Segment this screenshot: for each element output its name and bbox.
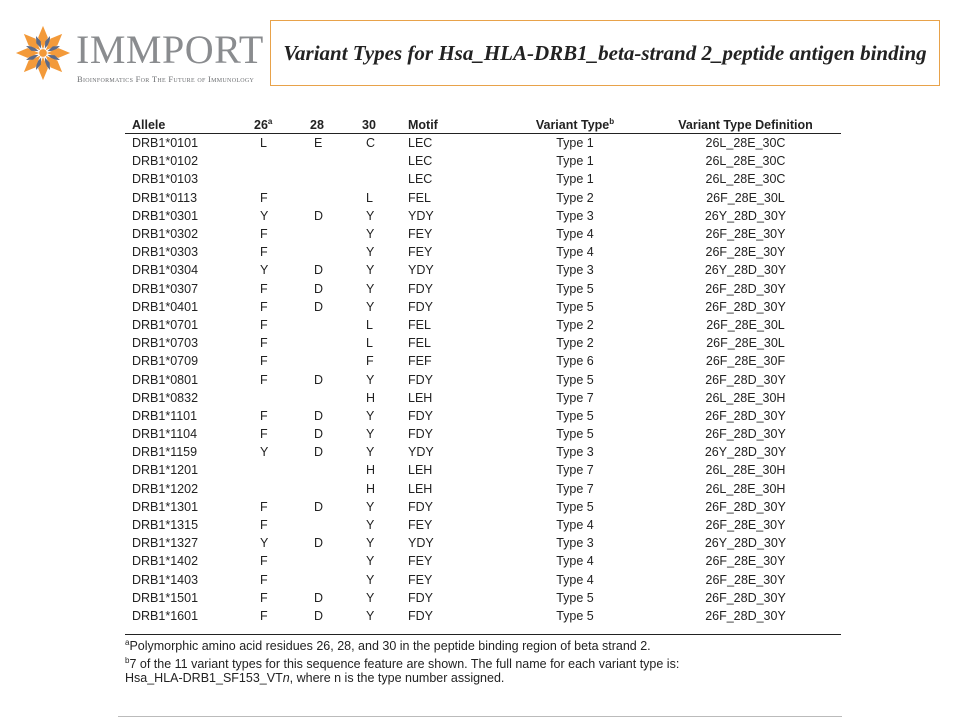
cell-variant-type: Type 2 — [556, 336, 594, 351]
table-row — [125, 134, 841, 153]
cell-definition: 26Y_28D_30Y — [704, 445, 787, 460]
cell-definition: 26F_28E_30Y — [705, 245, 786, 260]
cell-motif: LEC — [408, 154, 433, 169]
table-row — [125, 443, 841, 461]
cell-pos26: F — [260, 572, 268, 587]
table-row — [125, 334, 841, 352]
cell-allele: DRB1*1402 — [132, 554, 199, 569]
cell-allele: DRB1*0302 — [132, 227, 199, 242]
cell-variant-type: Type 4 — [556, 245, 594, 260]
cell-motif: LEH — [408, 481, 433, 496]
cell-pos28 — [310, 243, 362, 261]
table-row — [125, 280, 841, 298]
cell-pos30: Y — [366, 263, 375, 278]
cell-definition: 26F_28D_30Y — [705, 608, 786, 623]
cell-variant-type: Type 2 — [556, 190, 594, 205]
cell-definition: 26L_28E_30H — [705, 481, 786, 496]
cell-pos28 — [310, 170, 362, 188]
cell-variant-type: Type 3 — [556, 263, 594, 278]
cell-pos26 — [254, 389, 310, 407]
slide-title: Variant Types for Hsa_HLA-DRB1_beta-strand 2_peptide antigen binding — [283, 41, 927, 65]
table-body — [125, 134, 841, 626]
cell-allele: DRB1*0401 — [132, 299, 199, 314]
cell-pos28: D — [314, 208, 324, 223]
cell-motif: FEL — [408, 336, 431, 351]
cell-pos26: F — [260, 408, 268, 423]
header-pos28: 28 — [310, 117, 362, 134]
cell-pos26: F — [260, 281, 268, 296]
cell-pos26: F — [260, 554, 268, 569]
table-header-row — [125, 117, 841, 134]
cell-allele: DRB1*0801 — [132, 372, 199, 387]
cell-definition: 26F_28D_30Y — [705, 281, 786, 296]
cell-definition: 26F_28D_30Y — [705, 408, 786, 423]
cell-allele: DRB1*0307 — [132, 281, 199, 296]
cell-motif: FDY — [408, 590, 433, 605]
cell-allele: DRB1*1315 — [132, 518, 199, 533]
cell-variant-type: Type 4 — [556, 554, 594, 569]
cell-definition: 26Y_28D_30Y — [704, 208, 787, 223]
cell-allele: DRB1*1201 — [132, 463, 199, 478]
cell-pos26: F — [260, 590, 268, 605]
cell-motif: FDY — [408, 499, 433, 514]
table-row — [125, 298, 841, 316]
footnote-a: $^a$Polymorphic amino acid residues 26, 28, and 30 in the peptide binding region of beta strand 2. — [125, 638, 651, 654]
cell-pos30: Y — [366, 245, 375, 260]
table-row — [125, 152, 841, 170]
cell-pos26 — [254, 461, 310, 479]
cell-pos30 — [362, 152, 408, 170]
cell-pos26: F — [260, 227, 268, 242]
cell-pos26: F — [260, 427, 268, 442]
cell-motif: FEY — [408, 245, 433, 260]
cell-variant-type: Type 5 — [556, 427, 594, 442]
cell-definition: 26F_28E_30Y — [705, 227, 786, 242]
cell-pos30: L — [366, 190, 373, 205]
cell-pos28: D — [314, 536, 324, 551]
cell-motif: FDY — [408, 299, 433, 314]
cell-pos30: H — [366, 390, 376, 405]
cell-pos30: Y — [366, 427, 375, 442]
cell-pos30: H — [366, 463, 376, 478]
cell-variant-type: Type 4 — [556, 227, 594, 242]
cell-variant-type: Type 4 — [556, 572, 594, 587]
cell-definition: 26F_28D_30Y — [705, 499, 786, 514]
cell-variant-type: Type 1 — [556, 136, 594, 151]
cell-variant-type: Type 5 — [556, 281, 594, 296]
cell-variant-type: Type 7 — [556, 390, 594, 405]
footnote-a-mark: a — [267, 117, 273, 127]
cell-pos26: F — [260, 372, 268, 387]
cell-motif: FEY — [408, 518, 433, 533]
cell-motif: FEL — [408, 317, 431, 332]
cell-pos28 — [310, 189, 362, 207]
cell-motif: FEY — [408, 227, 433, 242]
cell-pos28 — [310, 225, 362, 243]
cell-pos30: Y — [366, 554, 375, 569]
cell-definition: 26L_28E_30C — [705, 172, 786, 187]
variant-name-pattern: Hsa_HLA-DRB1_SF153_VTn, where n is the type number assigned. — [125, 671, 505, 686]
table-row — [125, 589, 841, 607]
cell-allele: DRB1*0303 — [132, 245, 199, 260]
cell-definition: 26F_28D_30Y — [705, 299, 786, 314]
table-row — [125, 370, 841, 388]
cell-variant-type: Type 5 — [556, 372, 594, 387]
header-variant-type: Variant Type$^b$ — [500, 117, 650, 134]
cell-pos30: Y — [366, 590, 375, 605]
cell-variant-type: Type 5 — [556, 590, 594, 605]
cell-pos30: Y — [366, 208, 375, 223]
cell-pos30: Y — [366, 536, 375, 551]
cell-pos28: D — [314, 408, 324, 423]
cell-motif: LEH — [408, 463, 433, 478]
logo-center — [39, 49, 47, 57]
cell-pos28 — [310, 152, 362, 170]
cell-definition: 26F_28E_30L — [706, 190, 785, 205]
cell-allele: DRB1*0103 — [132, 172, 199, 187]
header-pos30: 30 — [362, 117, 408, 134]
cell-pos28: D — [314, 299, 324, 314]
cell-pos28: E — [314, 136, 323, 151]
cell-pos30: Y — [366, 227, 375, 242]
cell-pos26: F — [260, 518, 268, 533]
cell-variant-type: Type 2 — [556, 317, 594, 332]
cell-motif: FEY — [408, 572, 433, 587]
immport-logo — [14, 22, 264, 86]
cell-variant-type: Type 5 — [556, 499, 594, 514]
table-row — [125, 461, 841, 479]
cell-variant-type: Type 4 — [556, 518, 594, 533]
table-row — [125, 170, 841, 188]
cell-definition: 26F_28D_30Y — [705, 427, 786, 442]
cell-definition: 26F_28E_30L — [706, 336, 785, 351]
table-row — [125, 607, 841, 625]
cell-definition: 26F_28D_30Y — [705, 590, 786, 605]
cell-motif: LEC — [408, 136, 433, 151]
cell-pos28 — [310, 316, 362, 334]
cell-allele: DRB1*0102 — [132, 154, 199, 169]
cell-pos26: F — [260, 499, 268, 514]
cell-pos28 — [310, 334, 362, 352]
cell-motif: LEH — [408, 390, 433, 405]
cell-allele: DRB1*0832 — [132, 390, 199, 405]
cell-allele: DRB1*0703 — [132, 336, 199, 351]
table-bottom-rule — [125, 634, 841, 635]
cell-allele: DRB1*1403 — [132, 572, 199, 587]
cell-motif: FDY — [408, 281, 433, 296]
cell-variant-type: Type 1 — [556, 172, 594, 187]
cell-pos26 — [254, 480, 310, 498]
cell-pos30: Y — [366, 372, 375, 387]
cell-pos26: F — [260, 354, 268, 369]
cell-motif: LEC — [408, 172, 433, 187]
cell-allele: DRB1*1202 — [132, 481, 199, 496]
cell-pos26: F — [260, 608, 268, 623]
cell-pos28: D — [314, 445, 324, 460]
cell-allele: DRB1*1601 — [132, 608, 199, 623]
cell-motif: YDY — [408, 445, 434, 460]
cell-pos26: Y — [260, 263, 269, 278]
cell-definition: 26F_28E_30L — [706, 317, 785, 332]
cell-pos30: Y — [366, 408, 375, 423]
cell-definition: 26L_28E_30H — [705, 463, 786, 478]
cell-pos30: Y — [366, 518, 375, 533]
cell-variant-type: Type 3 — [556, 445, 594, 460]
cell-allele: DRB1*1104 — [132, 427, 198, 442]
cell-allele: DRB1*1501 — [132, 590, 199, 605]
cell-pos30: L — [366, 336, 373, 351]
cell-pos28 — [310, 571, 362, 589]
cell-definition: 26F_28D_30Y — [705, 372, 786, 387]
cell-pos28: D — [314, 499, 324, 514]
cell-allele: DRB1*0701 — [132, 317, 199, 332]
cell-pos30: Y — [366, 608, 375, 623]
cell-pos30: Y — [366, 281, 375, 296]
cell-allele: DRB1*1159 — [132, 445, 198, 460]
cell-allele: DRB1*0101 — [132, 136, 199, 151]
table-row — [125, 425, 841, 443]
cell-pos28 — [310, 352, 362, 370]
table-row — [125, 261, 841, 279]
cell-variant-type: Type 7 — [556, 481, 594, 496]
cell-pos26: F — [260, 245, 268, 260]
cell-pos28: D — [314, 608, 324, 623]
cell-pos30 — [362, 170, 408, 188]
cell-definition: 26F_28E_30Y — [705, 518, 786, 533]
cell-pos26: F — [260, 336, 268, 351]
cell-pos26: F — [260, 190, 268, 205]
cell-motif: YDY — [408, 536, 434, 551]
table-row — [125, 552, 841, 570]
cell-motif: YDY — [408, 208, 434, 223]
footnotes — [125, 636, 841, 686]
cell-pos30: C — [366, 136, 376, 151]
cell-pos26 — [254, 152, 310, 170]
table-row — [125, 316, 841, 334]
cell-motif: FEL — [408, 190, 431, 205]
cell-motif: FDY — [408, 608, 433, 623]
table-row — [125, 243, 841, 261]
cell-variant-type: Type 6 — [556, 354, 594, 369]
cell-pos26: Y — [260, 208, 269, 223]
cell-pos30: L — [366, 317, 373, 332]
cell-pos30: Y — [366, 299, 375, 314]
table-row — [125, 352, 841, 370]
cell-allele: DRB1*0113 — [132, 190, 198, 205]
cell-motif: FEY — [408, 554, 433, 569]
cell-motif: FDY — [408, 427, 433, 442]
star-logo-icon — [14, 24, 72, 82]
logo-wordmark: IMMPORT — [76, 27, 264, 72]
cell-pos26: F — [260, 317, 268, 332]
cell-pos30: Y — [366, 572, 375, 587]
cell-pos30: F — [366, 354, 374, 369]
footnote-b: $^b$7 of the 11 variant types for this sequence feature are shown. The full name for each variant type is: — [125, 655, 680, 671]
cell-pos28: D — [314, 281, 324, 296]
cell-allele: DRB1*0709 — [132, 354, 199, 369]
cell-variant-type: Type 1 — [556, 154, 594, 169]
cell-pos28 — [310, 389, 362, 407]
cell-definition: 26F_28E_30Y — [705, 554, 786, 569]
table-row — [125, 389, 841, 407]
cell-definition: 26L_28E_30C — [705, 154, 786, 169]
cell-pos30: Y — [366, 445, 375, 460]
cell-variant-type: Type 5 — [556, 299, 594, 314]
header-definition: Variant Type Definition — [650, 117, 841, 134]
cell-pos28: D — [314, 263, 324, 278]
cell-motif: FDY — [408, 408, 433, 423]
cell-pos28: D — [314, 590, 324, 605]
cell-variant-type: Type 3 — [556, 536, 594, 551]
cell-motif: FEF — [408, 354, 432, 369]
header-pos26: 26$^a$ — [254, 117, 310, 134]
cell-pos28 — [310, 552, 362, 570]
header-allele: Allele — [125, 117, 254, 134]
cell-pos28 — [310, 516, 362, 534]
cell-variant-type: Type 3 — [556, 208, 594, 223]
cell-variant-type: Type 5 — [556, 408, 594, 423]
cell-pos26: Y — [260, 536, 269, 551]
cell-motif: FDY — [408, 372, 433, 387]
cell-pos28: D — [314, 372, 324, 387]
cell-definition: 26L_28E_30C — [705, 136, 786, 151]
cell-variant-type: Type 7 — [556, 463, 594, 478]
table-row — [125, 225, 841, 243]
cell-pos26: Y — [260, 445, 269, 460]
cell-definition: 26F_28E_30Y — [705, 572, 786, 587]
cell-definition: 26L_28E_30H — [705, 390, 786, 405]
cell-variant-type: Type 5 — [556, 608, 594, 623]
cell-allele: DRB1*0301 — [132, 208, 199, 223]
cell-pos26 — [254, 170, 310, 188]
logo-tagline: Bioinformatics For The Future of Immunology — [77, 74, 255, 84]
cell-pos28: D — [314, 427, 324, 442]
table-row — [125, 571, 841, 589]
table-row — [125, 516, 841, 534]
slide-title-box — [270, 20, 940, 86]
header-motif: Motif — [408, 117, 500, 134]
table-row — [125, 189, 841, 207]
cell-allele: DRB1*0304 — [132, 263, 199, 278]
cell-pos26: L — [260, 136, 267, 151]
cell-allele: DRB1*1101 — [132, 408, 198, 423]
cell-allele: DRB1*1327 — [132, 536, 199, 551]
cell-pos26: F — [260, 299, 268, 314]
footnote-b-mark: b — [609, 117, 615, 127]
table-row — [125, 407, 841, 425]
cell-definition: 26Y_28D_30Y — [704, 536, 787, 551]
variant-type-table — [125, 117, 841, 625]
table-row — [125, 207, 841, 225]
cell-pos28 — [310, 461, 362, 479]
cell-pos28 — [310, 480, 362, 498]
table-row — [125, 498, 841, 516]
cell-definition: 26F_28E_30F — [705, 354, 786, 369]
cell-definition: 26Y_28D_30Y — [704, 263, 787, 278]
table-row — [125, 534, 841, 552]
cell-pos30: Y — [366, 499, 375, 514]
cell-motif: YDY — [408, 263, 434, 278]
table-row — [125, 480, 841, 498]
page-bottom-rule — [118, 716, 842, 717]
cell-pos30: H — [366, 481, 376, 496]
cell-allele: DRB1*1301 — [132, 499, 199, 514]
